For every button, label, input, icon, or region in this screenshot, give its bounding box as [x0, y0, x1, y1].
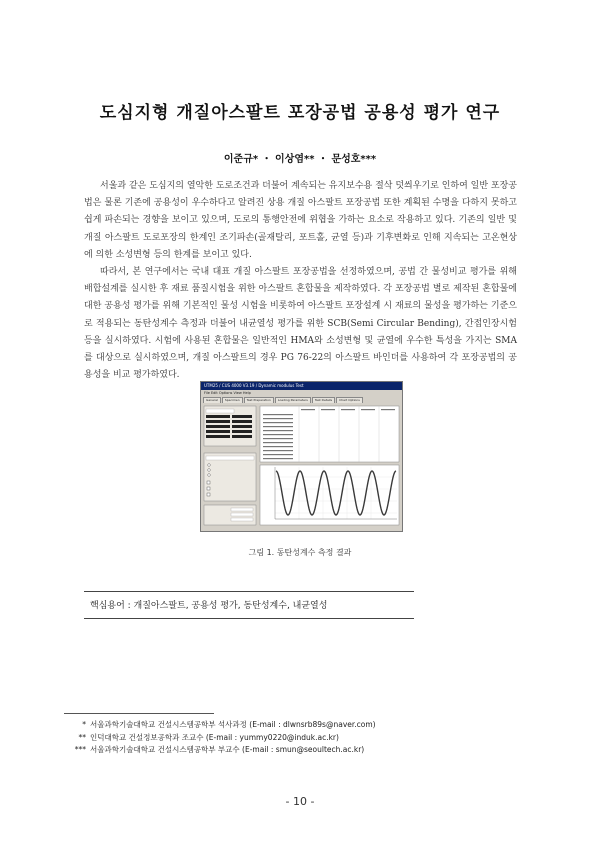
footnote-rule — [64, 713, 214, 714]
footnote-mark: ** — [78, 732, 86, 742]
footnote-text: 서울과학기술대학교 건설시스템공학부 석사과정 (E-mail : dlwnsrb89s@naver.com) — [90, 720, 376, 729]
footnotes — [64, 719, 376, 757]
footnote-text: 서울과학기술대학교 건설시스템공학부 부교수 (E-mail : smun@seoultech.ac.kr) — [90, 745, 365, 754]
page-number: - 10 - — [285, 795, 315, 808]
figure-left-panel-graphic — [203, 405, 257, 527]
figure-window-tabs — [203, 397, 400, 403]
figure-main-panel — [259, 405, 400, 527]
figure-tab: Test Preparation — [244, 397, 274, 403]
figure-left-panel — [203, 405, 257, 527]
figure-tab: General — [203, 397, 221, 403]
footnote — [64, 719, 376, 732]
authors: 이준규* ・ 이상염** ・ 문성호*** — [223, 154, 377, 165]
figure-tab: Chart Options — [336, 397, 363, 403]
figure-tab: Specimen — [222, 397, 243, 403]
keywords-rule-bottom — [84, 618, 414, 619]
abstract — [84, 178, 517, 384]
figure-tab: Test Details — [312, 397, 335, 403]
figure-caption: 그림 1. 동탄성계수 측정 결과 — [248, 548, 352, 557]
keywords: 핵심용어 : 개질아스팔트, 공용성 평가, 동탄성계수, 내균열성 — [90, 601, 328, 611]
paper-title: 도심지형 개질아스팔트 포장공법 공용성 평가 연구 — [99, 103, 501, 123]
figure-main-graphic — [259, 405, 400, 527]
abstract-paragraph-1: 서울과 같은 도심지의 열악한 도로조건과 더불어 계속되는 유지보수용 절삭 덧씌우기로 인하여 일반 포장공법은 물론 기존에 공용성이 우수하다고 알려진 상용 개질 아스팔트 포장공법 또한 계획된 수명을 다하지 못하고 쉽게 파손되는 경향을 보이고 있으며, 도로의 통행안전에 위협을 가하는 요소로 작용하고 있다. 기존의 일반 및 개질 아스팔트 도로포장의 한계인 조기파손(골재탈리, 포트홀, 균열 등)과 기후변화로 인해 지속되는 고온현상에 의한 소성변형 등의 한계를 보이고 있다. — [84, 181, 517, 260]
footnote-mark: *** — [74, 745, 86, 754]
footnote-text: 인덕대학교 건설정보공학과 조교수 (E-mail : yummy0220@induk.ac.kr) — [90, 732, 339, 742]
footnote — [64, 744, 376, 757]
keywords-rule-top — [84, 591, 414, 592]
footnote — [64, 732, 376, 745]
footnote-mark: * — [82, 720, 86, 729]
abstract-paragraph-2: 따라서, 본 연구에서는 국내 대표 개질 아스팔트 포장공법을 선정하였으며, 공법 간 물성비교 평가를 위해 배합설계를 실시한 후 재료 품질시험을 위한 아스팔트 혼합물을 제작하였다. 각 포장공법 별로 제작된 혼합물에 대한 공용성 평가를 위해 기본적인 물성 시험을 비롯하여 아스팔트 포장설계 시 재료의 물성을 평가하는 기준으로 적용되는 동탄성계수 측정과 더불어 내균열성 평가를 위한 SCB(Semi Circular Bending), 간접인장시험 등을 실시하였다. 시험에 사용된 혼합물은 일반적인 HMA와 소성변형 및 균열에 우수한 특성을 가지는 SMA를 대상으로 실시하였으며, 개질 아스팔트의 경우 PG 76-22의 아스팔트 바인더를 사용하여 각 포장공법의 공용성을 비교 평가하였다. — [84, 267, 517, 381]
figure-window-titlebar: UTM25 / CUS 4000 V3.19 / Dynamic modulus Test — [201, 382, 402, 390]
figure-screenshot — [200, 381, 403, 532]
figure-tab: Loading Parameters — [275, 397, 311, 403]
figure-window-menubar: File Edit Options View Help — [201, 390, 402, 396]
